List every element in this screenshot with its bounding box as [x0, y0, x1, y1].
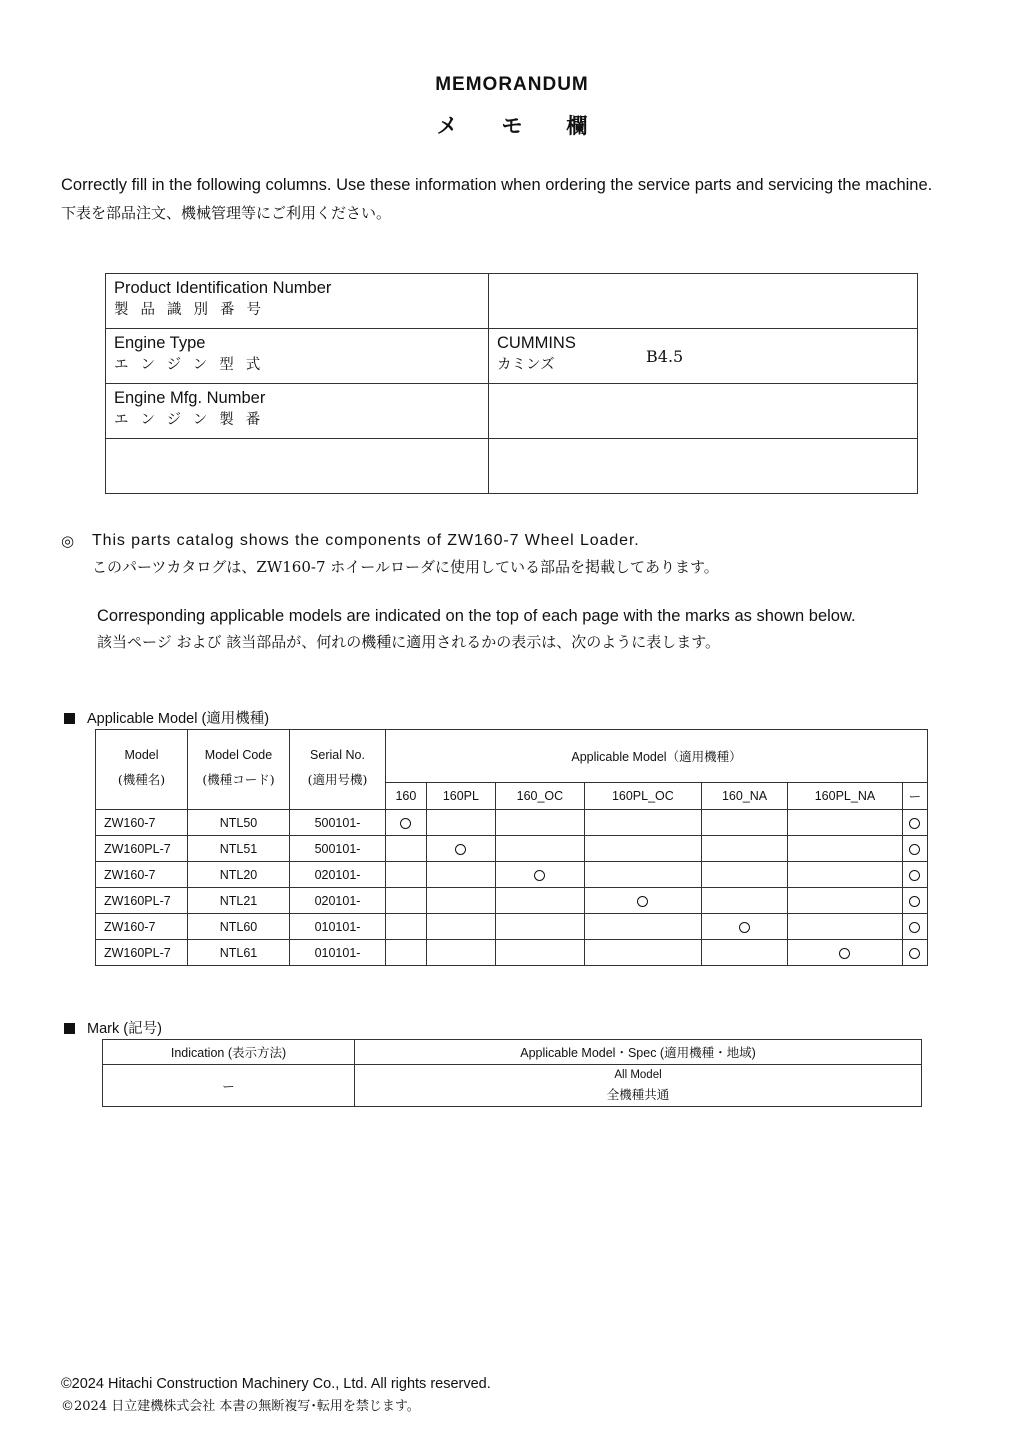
circle-mark-icon	[909, 948, 920, 959]
info-row-engine-mfg	[106, 384, 918, 439]
column-header: 160_OC	[496, 783, 585, 810]
table-header-row	[96, 730, 928, 783]
column-header: 160PL	[426, 783, 495, 810]
table-row	[96, 810, 928, 836]
model-code-cell: NTL21	[188, 888, 290, 914]
copyright-text: ©2024 Hitachi Construction Machinery Co., Ltd. All rights reserved.	[61, 1376, 491, 1392]
intro-text: Correctly fill in the following columns. Use these information when ordering the service parts and servicing the machine.	[61, 176, 933, 194]
mark-cell	[386, 862, 427, 888]
mark-cell	[702, 836, 788, 862]
mark-heading	[64, 1017, 162, 1038]
header-label: Model Code	[204, 748, 273, 762]
spec-value-jp: 全機種共通	[606, 1087, 670, 1102]
page-title: MEMORANDUM	[435, 74, 589, 95]
model-code-cell: NTL51	[188, 836, 290, 862]
column-header: 160PL_OC	[584, 783, 701, 810]
engine-type-field[interactable]	[489, 329, 918, 384]
mark-cell	[902, 940, 927, 966]
mark-cell	[426, 810, 495, 836]
serial-cell: 500101-	[290, 836, 386, 862]
mark-table	[102, 1039, 922, 1107]
column-header: 160	[386, 783, 427, 810]
header-label-jp: (機種コード)	[202, 772, 275, 787]
product-id-field[interactable]	[489, 274, 918, 329]
mark-cell	[386, 940, 427, 966]
circle-mark-icon	[909, 870, 920, 881]
mark-body-row	[103, 1065, 922, 1107]
mark-cell	[584, 810, 701, 836]
model-cell: ZW160PL-7	[96, 940, 188, 966]
info-label-cell	[106, 329, 489, 384]
model-cell: ZW160-7	[96, 914, 188, 940]
mark-cell	[496, 836, 585, 862]
mark-cell	[788, 914, 903, 940]
model-code-cell: NTL50	[188, 810, 290, 836]
applicable-model-table	[95, 729, 928, 966]
mark-cell	[702, 914, 788, 940]
catalog-note: This parts catalog shows the components of ZW160-7 Wheel Loader.	[92, 532, 640, 549]
mark-cell	[386, 810, 427, 836]
mark-cell	[788, 810, 903, 836]
table-row	[96, 914, 928, 940]
model-code-cell: NTL60	[188, 914, 290, 940]
info-label: Product Identification Number	[114, 279, 332, 297]
spec-value-en: All Model	[614, 1068, 662, 1081]
mark-cell	[584, 862, 701, 888]
mark-cell	[902, 810, 927, 836]
info-label: Engine Mfg. Number	[114, 389, 266, 407]
mark-cell	[788, 940, 903, 966]
info-label-cell	[106, 274, 489, 329]
model-code-cell: NTL61	[188, 940, 290, 966]
circle-mark-icon	[637, 896, 648, 907]
model-code-cell: NTL20	[188, 862, 290, 888]
circle-mark-icon	[909, 922, 920, 933]
header-label: Model	[124, 748, 159, 762]
mark-cell	[426, 888, 495, 914]
mark-cell	[788, 836, 903, 862]
model-cell: ZW160-7	[96, 862, 188, 888]
mark-cell	[426, 914, 495, 940]
mark-cell	[702, 888, 788, 914]
serial-cell: 020101-	[290, 888, 386, 914]
mark-cell	[584, 914, 701, 940]
serial-cell: 010101-	[290, 940, 386, 966]
mark-cell	[386, 888, 427, 914]
table-row	[96, 888, 928, 914]
mark-cell	[702, 940, 788, 966]
mark-cell	[788, 862, 903, 888]
square-bullet-icon	[64, 1023, 75, 1034]
circle-mark-icon	[455, 844, 466, 855]
applicable-note-jp: 該当ページ および 該当部品が、何れの機種に適用されるかの表示は、次のように表します。	[97, 633, 721, 651]
info-row-blank	[106, 439, 918, 494]
double-circle-icon: ◎	[61, 532, 75, 550]
heading-text: Applicable Model (適用機種)	[87, 711, 270, 727]
table-row	[96, 862, 928, 888]
blank-label-field[interactable]	[106, 439, 489, 494]
circle-mark-icon	[400, 818, 411, 829]
header-model	[96, 730, 188, 810]
mark-header-row	[103, 1040, 922, 1065]
engine-model: B4.5	[646, 347, 684, 366]
info-label-jp: エンジン型式	[114, 357, 273, 373]
mark-cell	[426, 862, 495, 888]
heading-text: Mark (記号)	[87, 1021, 162, 1037]
model-cell: ZW160PL-7	[96, 888, 188, 914]
circle-mark-icon	[909, 896, 920, 907]
model-cell: ZW160-7	[96, 810, 188, 836]
info-label-jp: エンジン製番	[114, 412, 273, 428]
mark-cell	[902, 862, 927, 888]
mark-cell	[426, 940, 495, 966]
intro-text-jp: 下表を部品注文、機械管理等にご利用ください。	[61, 204, 392, 222]
info-label-cell	[106, 384, 489, 439]
engine-maker-jp: カミンズ	[497, 357, 555, 373]
mark-cell	[702, 862, 788, 888]
spec-value	[355, 1065, 922, 1107]
serial-cell: 010101-	[290, 914, 386, 940]
info-row-engine-type	[106, 329, 918, 384]
column-header: ー	[902, 783, 927, 810]
model-cell: ZW160PL-7	[96, 836, 188, 862]
column-header: 160_NA	[702, 783, 788, 810]
applicable-note: Corresponding applicable models are indicated on the top of each page with the marks as shown below.	[97, 607, 856, 625]
copyright-text-jp: ©2024 日立建機株式会社 本書の無断複写･転用を禁じます。	[61, 1399, 420, 1414]
info-label: Engine Type	[114, 334, 206, 352]
machine-info-table	[105, 273, 918, 494]
mark-cell	[902, 914, 927, 940]
mark-cell	[584, 888, 701, 914]
mark-cell	[702, 810, 788, 836]
serial-cell: 020101-	[290, 862, 386, 888]
table-row	[96, 940, 928, 966]
spec-header: Applicable Model・Spec (適用機種・地域)	[355, 1040, 922, 1065]
page-title-jp: メ モ 欄	[436, 115, 588, 138]
table-row	[96, 836, 928, 862]
column-header: 160PL_NA	[788, 783, 903, 810]
mark-cell	[386, 836, 427, 862]
circle-mark-icon	[739, 922, 750, 933]
mark-cell	[584, 940, 701, 966]
catalog-note-jp: このパーツカタログは、ZW160-7 ホイールローダに使用している部品を掲載してあります。	[92, 558, 719, 576]
header-serial-no	[290, 730, 386, 810]
header-label-jp: (適用号機)	[307, 772, 368, 787]
mark-cell	[902, 888, 927, 914]
mark-cell	[496, 862, 585, 888]
header-label-jp: (機種名)	[117, 772, 166, 787]
square-bullet-icon	[64, 713, 75, 724]
circle-mark-icon	[839, 948, 850, 959]
header-applicable-model: Applicable Model（適用機種）	[386, 730, 928, 783]
mark-cell	[496, 940, 585, 966]
mark-cell	[584, 836, 701, 862]
mark-cell	[788, 888, 903, 914]
mark-cell	[902, 836, 927, 862]
info-row-product-id	[106, 274, 918, 329]
indication-value: ー	[103, 1065, 355, 1107]
mark-cell	[496, 810, 585, 836]
mark-cell	[496, 888, 585, 914]
info-label-jp: 製品識別番号	[114, 302, 273, 318]
engine-mfg-number-field[interactable]	[489, 384, 918, 439]
serial-cell: 500101-	[290, 810, 386, 836]
mark-cell	[426, 836, 495, 862]
mark-cell	[496, 914, 585, 940]
header-label: Serial No.	[310, 748, 365, 762]
circle-mark-icon	[909, 844, 920, 855]
applicable-model-heading	[64, 707, 269, 728]
header-model-code	[188, 730, 290, 810]
circle-mark-icon	[534, 870, 545, 881]
blank-value-field[interactable]	[489, 439, 918, 494]
circle-mark-icon	[909, 818, 920, 829]
mark-cell	[386, 914, 427, 940]
indication-header: Indication (表示方法)	[103, 1040, 355, 1065]
engine-maker: CUMMINS	[497, 334, 576, 352]
